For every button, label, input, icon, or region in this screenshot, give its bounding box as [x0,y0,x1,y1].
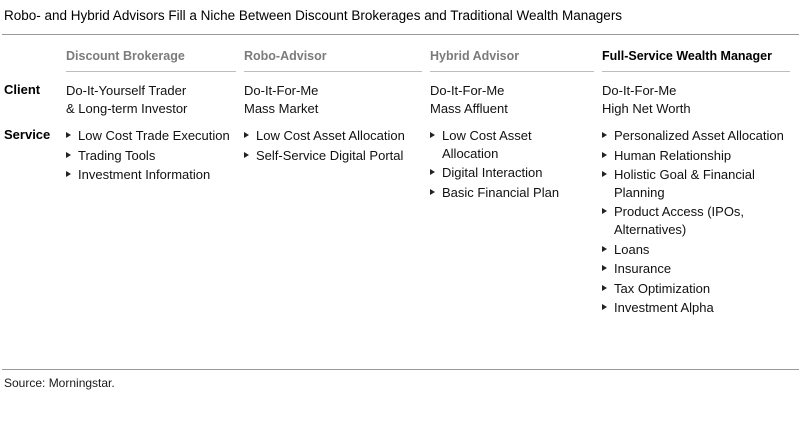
column-header-blank [4,49,66,70]
list-item-label: Human Relationship [614,147,732,163]
list-item [602,127,784,145]
service-cell-discount-brokerage [66,117,244,363]
list-item-label: Personalized Asset Allocation [614,128,784,144]
list-item-label: Digital Interaction [442,165,543,181]
client-discount-brokerage-line-1: Do-It-Yourself Trader [66,83,187,99]
list-item [430,127,588,162]
client-cell-hybrid-advisor [430,72,602,117]
service-cell-robo-advisor [244,117,430,363]
bullet-triangle-icon [602,285,607,291]
list-item [66,166,230,184]
list-item-label: Investment Alpha [614,300,714,316]
service-cell-hybrid-advisor [430,117,602,363]
bullet-triangle-icon [602,152,607,158]
list-item [602,260,784,278]
client-cell-discount-brokerage [66,72,244,117]
column-header-row [0,49,801,70]
page-title: Robo- and Hybrid Advisors Fill a Niche Between Discount Brokerages and Traditional Wealth Managers [4,8,623,23]
bullet-triangle-icon [244,132,249,138]
list-item-label: Self-Service Digital Portal [256,147,404,163]
client-full-service-line-1: Do-It-For-Me [602,83,677,99]
bullet-triangle-icon [66,171,71,177]
list-item [430,164,588,182]
bullet-triangle-icon [66,132,71,138]
bullet-triangle-icon [244,152,249,158]
list-item [244,127,416,145]
list-item [602,280,784,298]
client-full-service-line-2: High Net Worth [602,100,691,116]
service-list-discount-brokerage [66,127,230,184]
list-item [602,203,784,238]
client-robo-advisor-line-2: Mass Market [244,100,319,116]
service-row [0,117,801,363]
client-hybrid-advisor-line-1: Do-It-For-Me [430,83,505,99]
list-item-label: Loans [614,241,650,257]
list-item [602,241,784,259]
bullet-triangle-icon [602,132,607,138]
bullet-triangle-icon [602,246,607,252]
column-header-discount-brokerage: Discount Brokerage [66,49,185,64]
bullet-triangle-icon [430,132,435,138]
source-note: Source: Morningstar. [4,376,115,391]
list-item-label: Tax Optimization [614,280,711,296]
client-robo-advisor-line-1: Do-It-For-Me [244,83,319,99]
list-item [66,147,230,165]
list-item-label: Low Cost Trade Execution [78,128,230,144]
row-label-service: Service [4,127,51,143]
list-item [602,147,784,165]
service-list-full-service-wealth-manager [602,127,784,316]
bullet-triangle-icon [66,152,71,158]
list-item-label: Insurance [614,261,672,277]
header-underline-blank [4,70,58,71]
client-row [0,72,801,117]
list-item-label: Trading Tools [78,147,156,163]
list-item-label: Low Cost Asset Allocation [442,128,532,161]
bullet-triangle-icon [602,208,607,214]
service-list-robo-advisor [244,127,416,164]
list-item-label: Basic Financial Plan [442,184,560,200]
bullet-triangle-icon [602,171,607,177]
list-item-label: Investment Information [78,167,211,183]
list-item [66,127,230,145]
client-cell-robo-advisor [244,72,430,117]
list-item-label: Holistic Goal & Financial Planning [614,167,755,200]
top-divider [2,34,799,35]
bullet-triangle-icon [602,304,607,310]
row-label-client: Client [4,82,41,98]
bullet-triangle-icon [430,169,435,175]
list-item [430,184,588,202]
column-header-hybrid-advisor: Hybrid Advisor [430,49,520,64]
client-cell-full-service-wealth-manager [602,72,798,117]
column-header-full-service-wealth-manager: Full-Service Wealth Manager [602,49,772,64]
list-item [602,166,784,201]
list-item [244,147,416,165]
service-cell-full-service-wealth-manager [602,117,798,363]
service-list-hybrid-advisor [430,127,588,201]
list-item-label: Product Access (IPOs, Alternatives) [614,204,745,238]
list-item-label: Low Cost Asset Allocation [256,128,405,144]
bullet-triangle-icon [430,189,435,195]
client-discount-brokerage-line-2: & Long-term Investor [66,100,188,116]
list-item [602,299,784,317]
bullet-triangle-icon [602,265,607,271]
client-hybrid-advisor-line-2: Mass Affluent [430,100,508,116]
column-header-robo-advisor: Robo-Advisor [244,49,327,64]
